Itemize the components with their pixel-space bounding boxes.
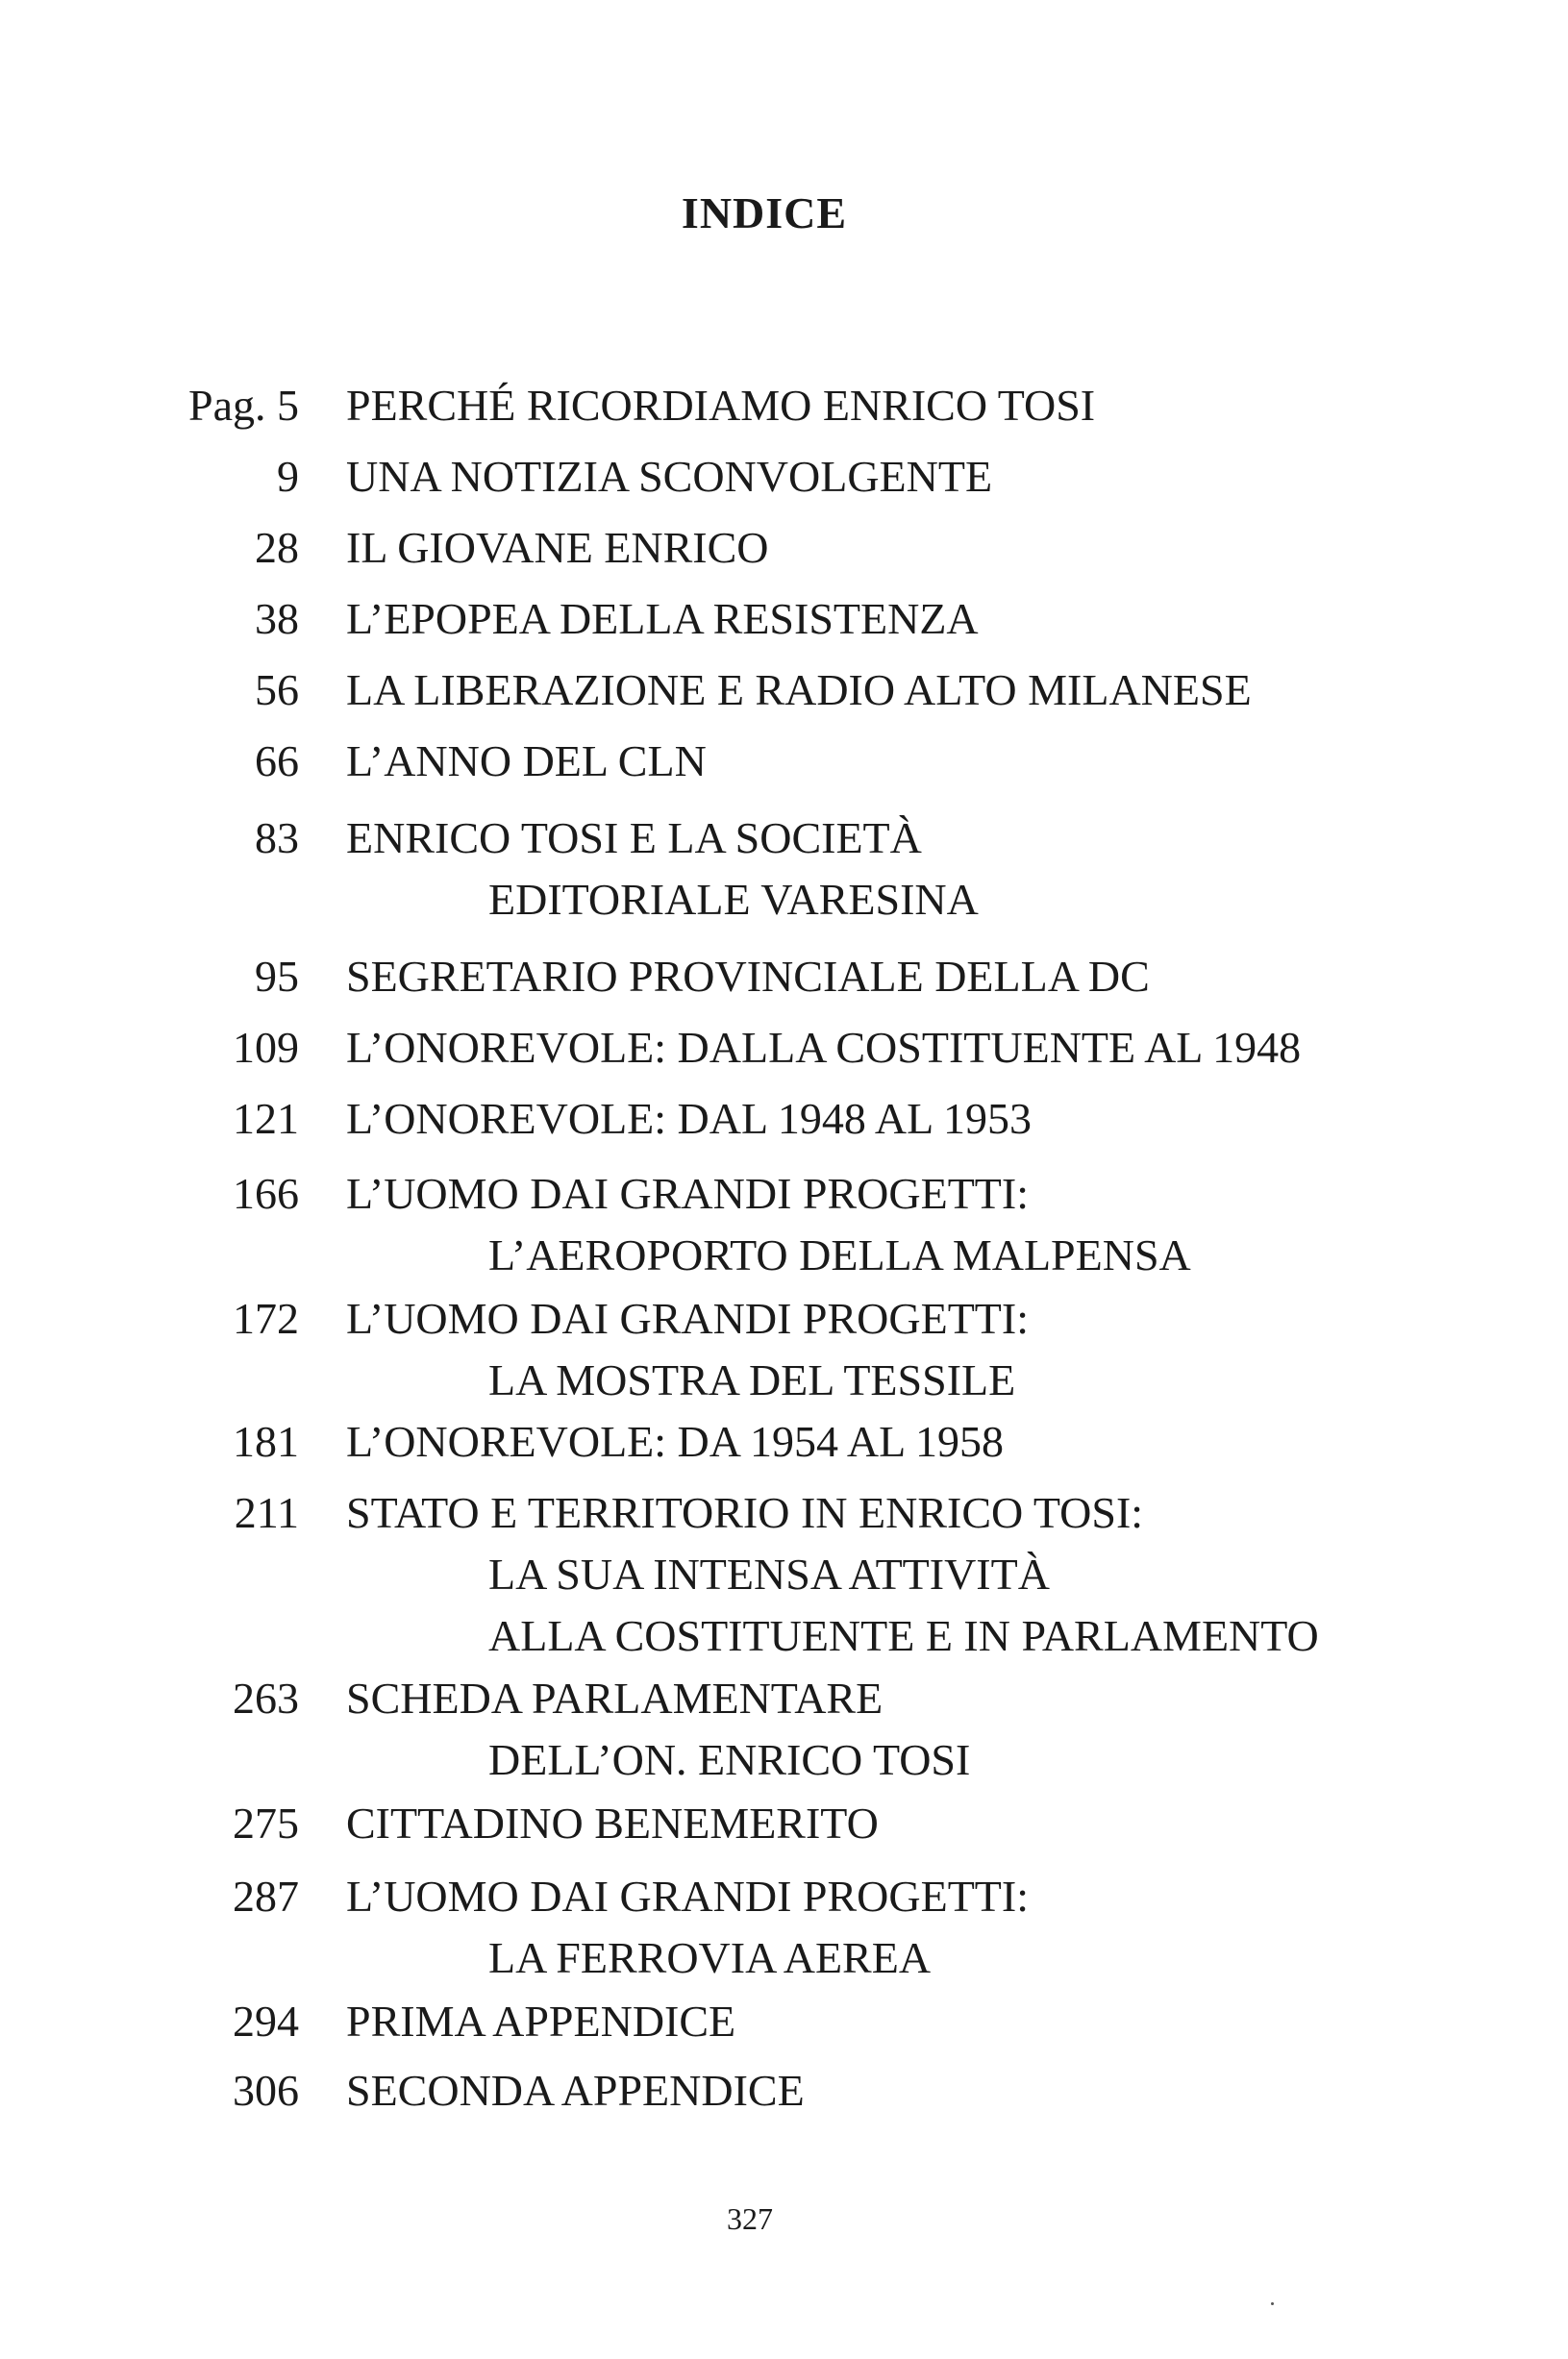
toc-page-number: 28 bbox=[255, 523, 299, 572]
toc-entry-title: SEGRETARIO PROVINCIALE DELLA DC bbox=[346, 952, 1150, 1001]
toc-entry-title: SECONDA APPENDICE bbox=[346, 2066, 805, 2115]
toc-page-number: 275 bbox=[233, 1799, 299, 1848]
toc-page-number: 56 bbox=[255, 665, 299, 714]
toc-entry-title-continuation: LA FERROVIA AEREA bbox=[488, 1933, 932, 1982]
toc-entry-title: ENRICO TOSI E LA SOCIETÀ bbox=[346, 813, 922, 862]
toc-entry-title-continuation: LA MOSTRA DEL TESSILE bbox=[488, 1355, 1016, 1404]
toc-page-number: 109 bbox=[233, 1023, 299, 1072]
toc-page-number: 306 bbox=[233, 2066, 299, 2115]
toc-page-number: Pag. 5 bbox=[188, 381, 299, 430]
toc-entry-title: PRIMA APPENDICE bbox=[346, 1997, 736, 2046]
toc-page-number: 121 bbox=[233, 1094, 299, 1143]
toc-page-number: 211 bbox=[234, 1488, 299, 1537]
toc-page-number: 9 bbox=[277, 452, 299, 501]
toc-entry-title: L’UOMO DAI GRANDI PROGETTI: bbox=[346, 1169, 1029, 1218]
toc-entry-title: CITTADINO BENEMERITO bbox=[346, 1799, 879, 1848]
scan-speck bbox=[1271, 2302, 1274, 2305]
page-title: INDICE bbox=[681, 188, 848, 237]
toc-entry-title-continuation: LA SUA INTENSA ATTIVITÀ bbox=[488, 1550, 1050, 1599]
toc-page-number: 38 bbox=[255, 594, 299, 643]
page-number: 327 bbox=[727, 2201, 773, 2236]
toc-entry-title-continuation: L’AEROPORTO DELLA MALPENSA bbox=[488, 1230, 1191, 1279]
toc-entry-title: UNA NOTIZIA SCONVOLGENTE bbox=[346, 452, 993, 501]
toc-entry-title: SCHEDA PARLAMENTARE bbox=[346, 1674, 884, 1723]
toc-page-number: 287 bbox=[233, 1872, 299, 1921]
toc-page-number: 172 bbox=[233, 1294, 299, 1343]
toc-entry-title: L’ONOREVOLE: DALLA COSTITUENTE AL 1948 bbox=[346, 1023, 1302, 1072]
toc-entry-title-continuation: DELL’ON. ENRICO TOSI bbox=[488, 1735, 971, 1784]
toc-entry-title: L’ANNO DEL CLN bbox=[346, 736, 707, 785]
toc-entry-title: L’ONOREVOLE: DAL 1948 AL 1953 bbox=[346, 1094, 1032, 1143]
toc-page-number: 166 bbox=[233, 1169, 299, 1218]
toc-entry-title: PERCHÉ RICORDIAMO ENRICO TOSI bbox=[346, 381, 1096, 430]
toc-entry-title-continuation: ALLA COSTITUENTE E IN PARLAMENTO bbox=[488, 1611, 1319, 1660]
toc-entry-title-continuation: EDITORIALE VARESINA bbox=[488, 875, 979, 924]
toc-page-number: 181 bbox=[233, 1417, 299, 1466]
toc-entry-title: L’UOMO DAI GRANDI PROGETTI: bbox=[346, 1294, 1029, 1343]
toc-page-number: 263 bbox=[233, 1674, 299, 1723]
toc-entry-title: IL GIOVANE ENRICO bbox=[346, 523, 769, 572]
toc-entry-title: L’UOMO DAI GRANDI PROGETTI: bbox=[346, 1872, 1029, 1921]
toc-page-number: 83 bbox=[255, 813, 299, 862]
toc-page-number: 66 bbox=[255, 736, 299, 785]
toc-page-number: 95 bbox=[255, 952, 299, 1001]
toc-entry-title: LA LIBERAZIONE E RADIO ALTO MILANESE bbox=[346, 665, 1252, 714]
toc-page-number: 294 bbox=[233, 1997, 299, 2046]
toc-entry-title: L’ONOREVOLE: DA 1954 AL 1958 bbox=[346, 1417, 1005, 1466]
toc-entry-title: STATO E TERRITORIO IN ENRICO TOSI: bbox=[346, 1488, 1144, 1537]
toc-entry-title: L’EPOPEA DELLA RESISTENZA bbox=[346, 594, 979, 643]
